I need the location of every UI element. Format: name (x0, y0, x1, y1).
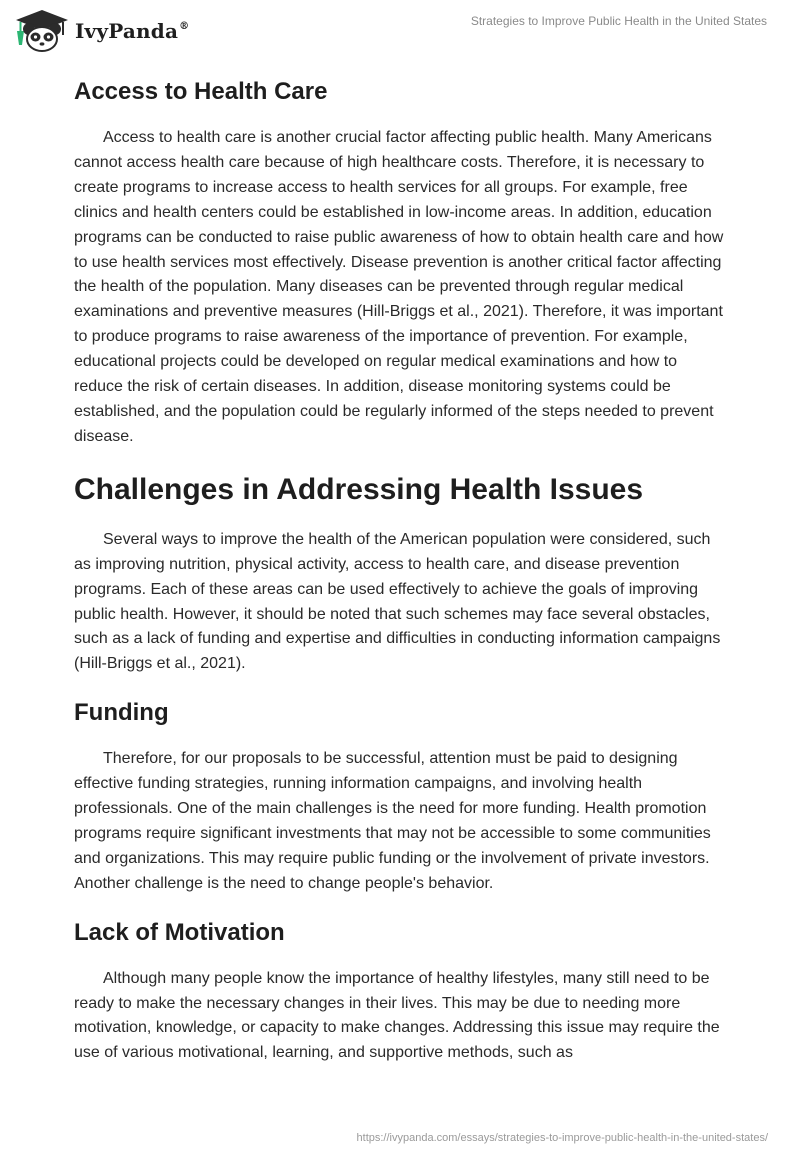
brand-logo[interactable] (14, 9, 189, 53)
brand-name: IvyPanda® (75, 19, 190, 43)
section-paragraph: Several ways to improve the health of the American population were considered, such as improving nutrition, physical activity, access to health care, and disease prevention programs. Each of these areas can be used effectively to achieve the goals of improving public health. However, it should be noted that such schemes may face several obstacles, such as a lack of funding and expertise and difficulties in conducting information campaigns (Hill-Briggs et al., 2021). (74, 530, 721, 673)
section-challenges (74, 470, 730, 677)
panda-graduation-cap-icon (14, 9, 70, 53)
section-access-to-health-care (74, 75, 730, 450)
section-lack-of-motivation (74, 916, 730, 1067)
section-heading: Access to Health Care (74, 78, 328, 105)
section-heading: Challenges in Addressing Health Issues (74, 472, 644, 506)
section-heading: Funding (74, 699, 169, 727)
document-title: Strategies to Improve Public Health in the United States (470, 14, 767, 28)
section-heading: Lack of Motivation (74, 918, 285, 946)
page-header (0, 0, 800, 64)
section-paragraph: Therefore, for our proposals to be successful, attention must be paid to designing effective funding strategies, running information campaigns, and involving health professionals. One of the main challenges is the need for more funding. Health promotion programs require significant investments that may not be accessible to some communities and organizations. This may require public funding or the involvement of private investors. Another challenge is the need to change people's behavior. (74, 750, 711, 892)
section-paragraph: Although many people know the importance of healthy lifestyles, many still need to be ready to make the necessary changes in their lives. This may be due to needing more motivation, knowledge, or capacity to make changes. Addressing this issue may require the use of various motivational, learning, and supportive methods, such as (74, 969, 720, 1062)
section-paragraph: Access to health care is another crucial factor affecting public health. Many Americans cannot access health care because of high healthcare costs. Therefore, it is necessary to create programs to increase access to health services for all groups. For example, free clinics and health centers could be established in low-income areas. In addition, education programs can be conducted to raise public awareness of how to obtain health care and how to use health services most effectively. Disease prevention is another critical factor affecting the health of the population. Many diseases can be prevented through regular medical examinations and preventive measures (Hill-Briggs et al., 2021). Therefore, it was important to produce programs to raise awareness of the importance of prevention. For example, educational projects could be developed on regular medical examinations and how to reduce the risk of certain diseases. In addition, disease monitoring systems could be established, and the population could be regularly informed of the steps needed to prevent disease. (74, 129, 724, 445)
section-funding (74, 696, 730, 896)
essay-content (74, 70, 730, 1066)
source-url[interactable]: https://ivypanda.com/essays/strategies-to-improve-public-health-in-the-united-states/ (356, 1132, 768, 1144)
